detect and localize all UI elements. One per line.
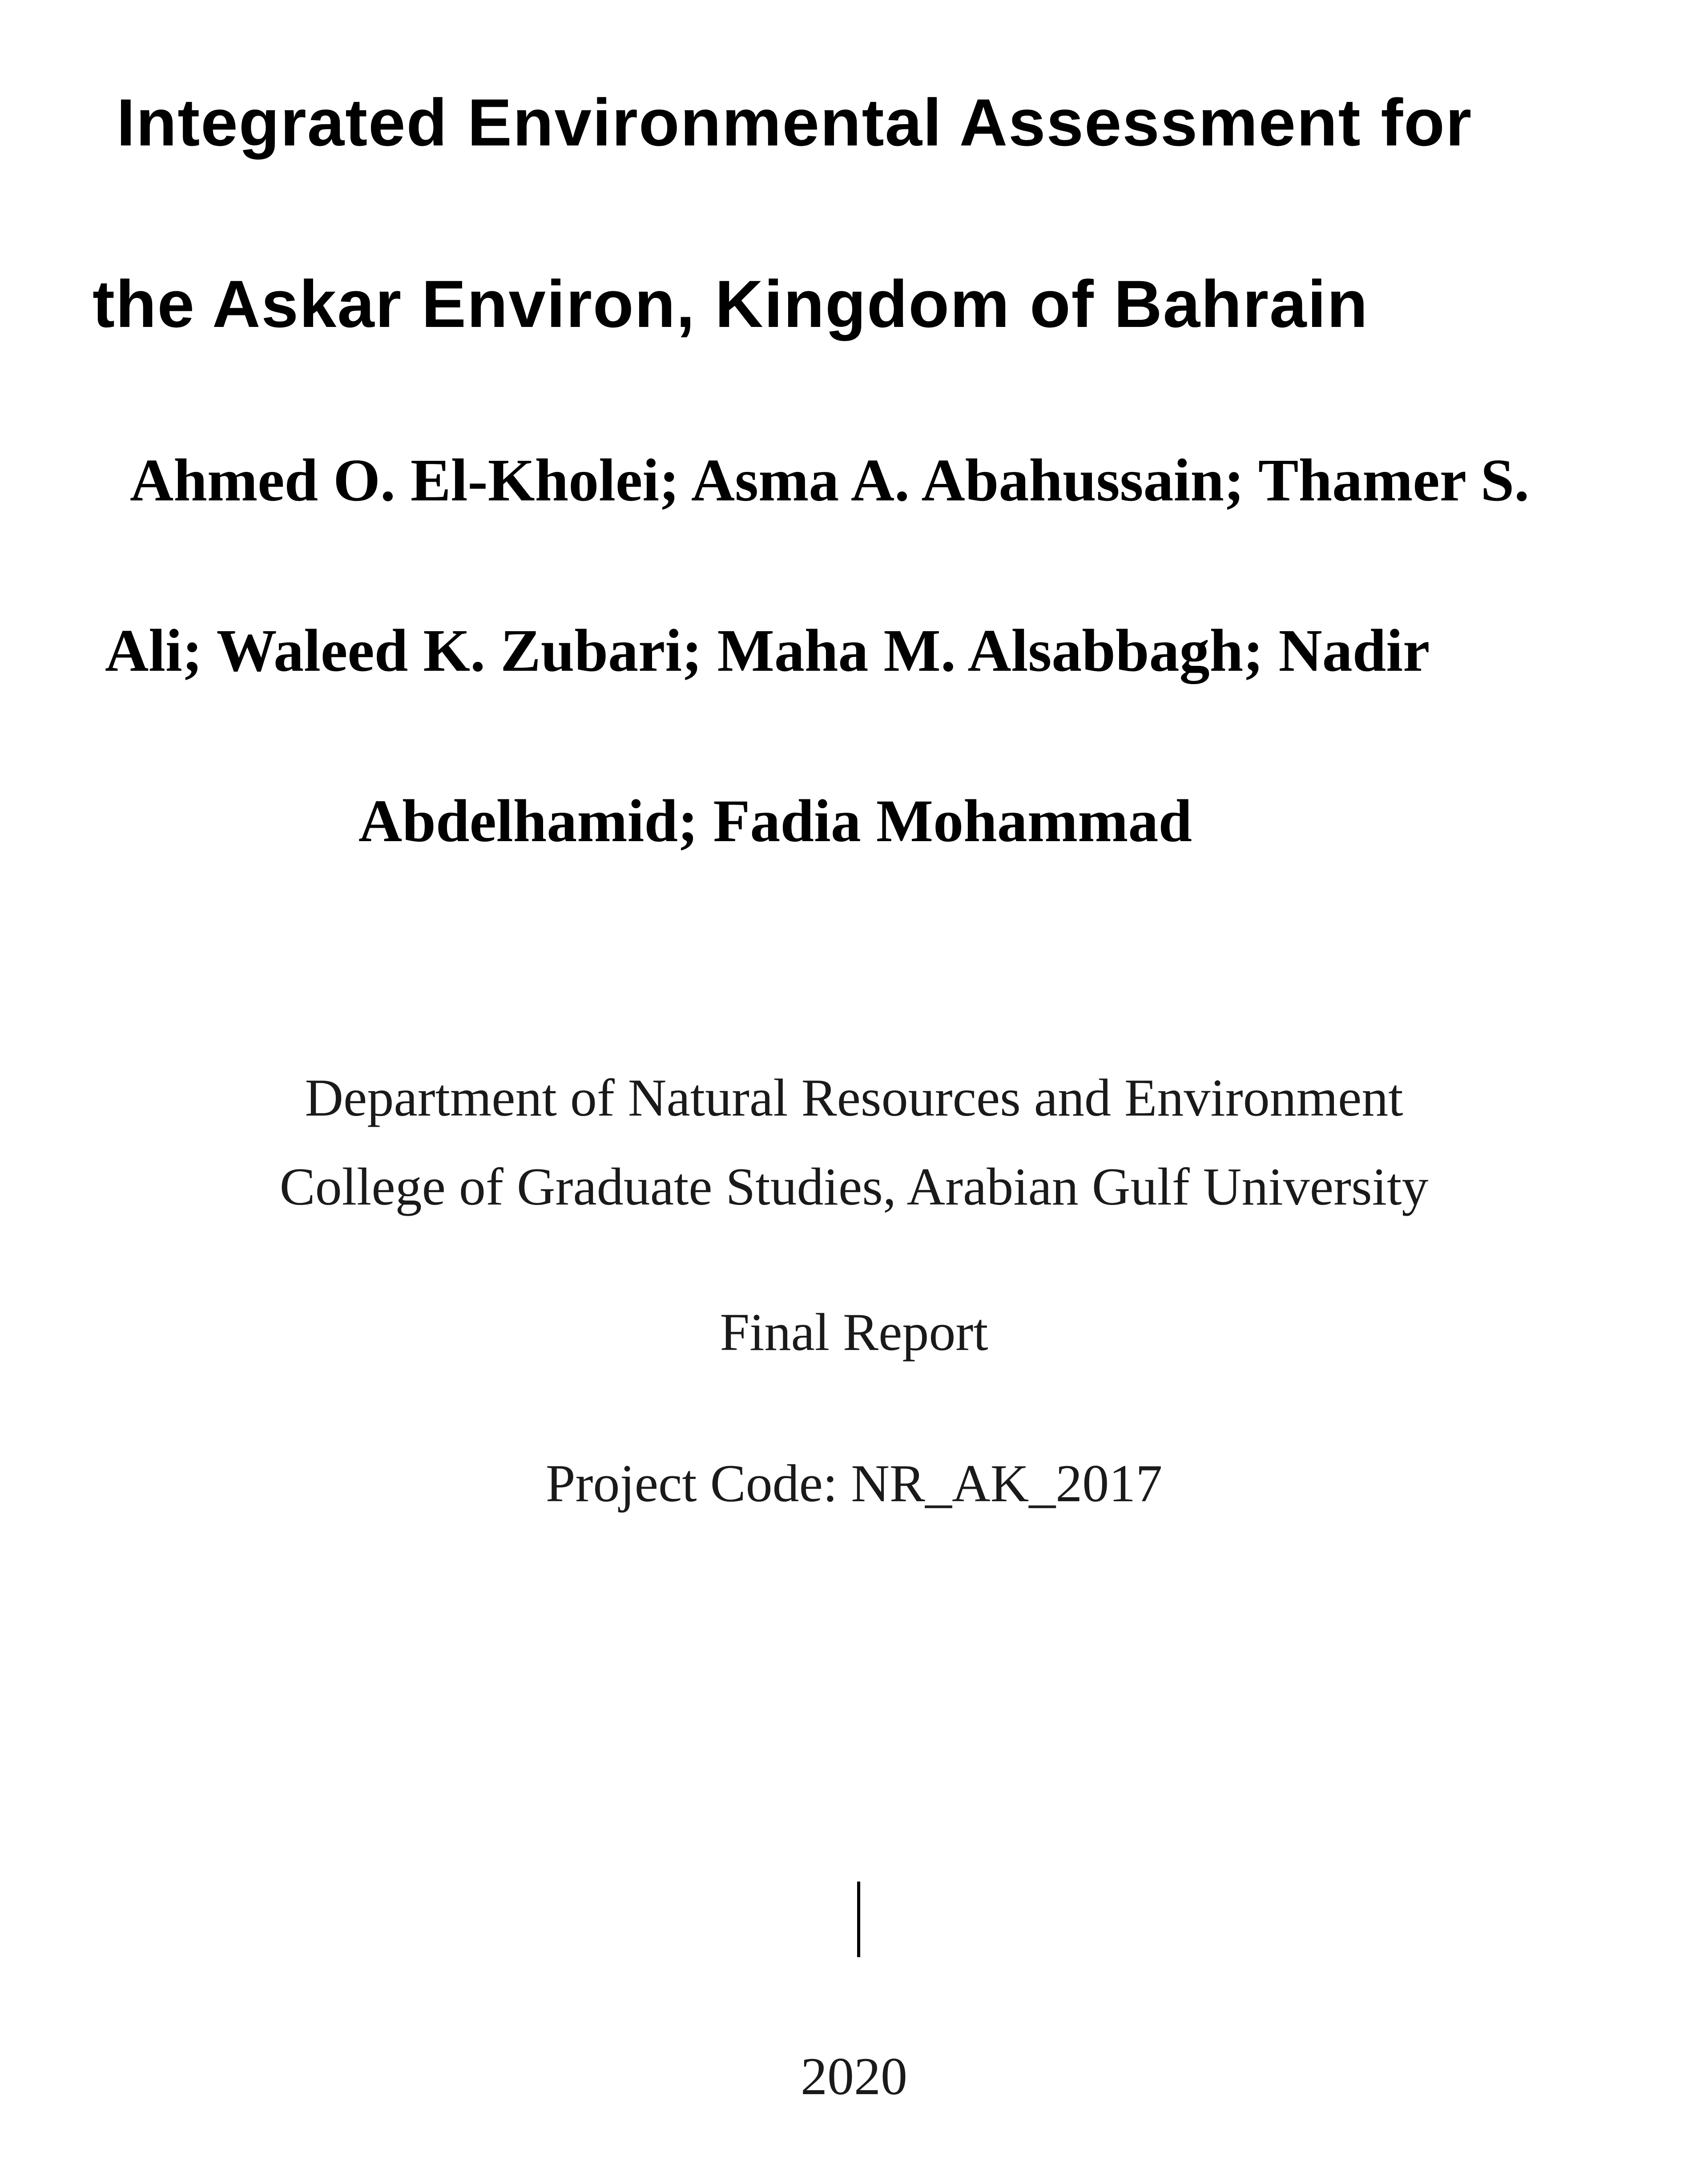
author-line-3: Abdelhamid; Fadia Mohammad [359, 788, 1192, 854]
author-line-1: Ahmed O. El-Kholei; Asma A. Abahussain; Thamer S. [130, 447, 1530, 514]
text-cursor[interactable] [857, 1882, 860, 1957]
department-line: Department of Natural Resources and Environment [305, 1068, 1403, 1127]
title-line-1: Integrated Environmental Assessment for [117, 85, 1473, 160]
project-code-line: Project Code: NR_AK_2017 [545, 1454, 1163, 1513]
author-line-2: Ali; Waleed K. Zubari; Maha M. Alsabbagh; Nadir [105, 617, 1430, 684]
year-line: 2020 [801, 2047, 907, 2106]
report-type-line: Final Report [720, 1302, 988, 1362]
college-line: College of Graduate Studies, Arabian Gulf University [279, 1157, 1429, 1216]
title-line-2: the Askar Environ, Kingdom of Bahrain [93, 266, 1369, 341]
